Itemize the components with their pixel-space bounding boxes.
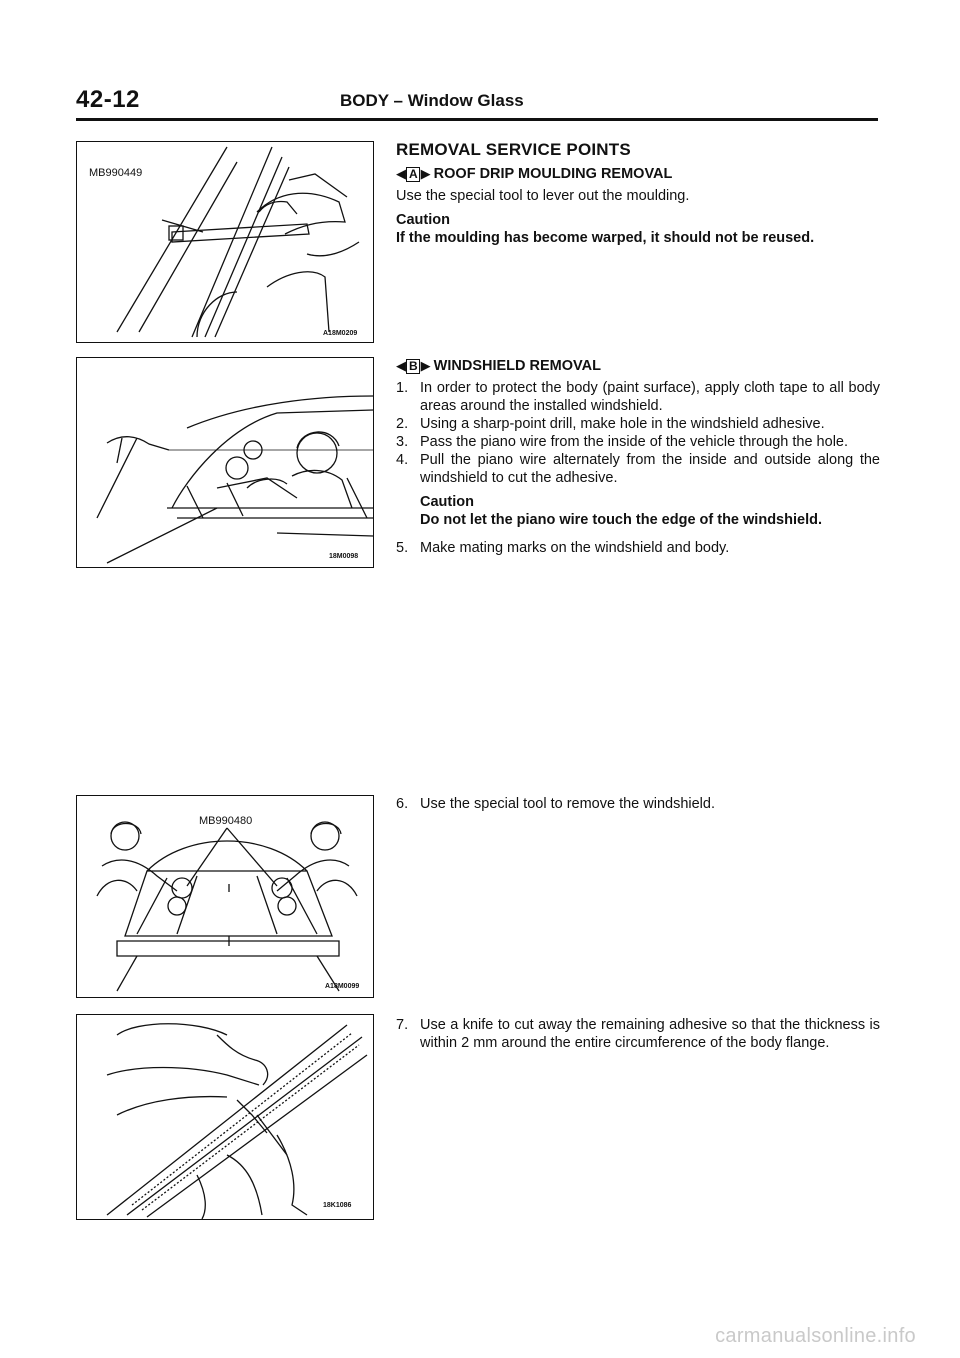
step-7-block: [396, 1016, 880, 1052]
section-b-title: ◀ B ▶ WINDSHIELD REMOVAL: [396, 358, 601, 374]
figure-code: A18M0099: [325, 983, 360, 990]
section-a-body: Use the special tool to lever out the moulding.: [396, 188, 690, 204]
caution-title: Caution: [396, 212, 450, 228]
step-item: 4. Pull the piano wire alternately from the inside and outside along the windshield to cut the adhesive.: [396, 452, 880, 486]
figure-code: 18M0098: [329, 553, 359, 560]
caution-body: Do not let the piano wire touch the edge of the windshield.: [420, 512, 822, 528]
windshield-wire-illustration: [77, 358, 373, 567]
header-rule: [76, 118, 878, 121]
caution-block: [396, 493, 880, 529]
roof-drip-illustration: [77, 142, 373, 342]
section-a-title: ◀ A ▶ ROOF DRIP MOULDING REMOVAL: [396, 166, 673, 182]
section-title: BODY – Window Glass: [340, 91, 524, 110]
step-item: 5. Make mating marks on the windshield and body.: [396, 540, 730, 556]
watermark: carmanualsonline.info: [715, 1325, 916, 1347]
step-item: 6. Use the special tool to remove the windshield.: [396, 796, 715, 812]
figure-windshield-removal: [76, 795, 374, 998]
windshield-steps: [396, 379, 880, 487]
caution-title: Caution: [420, 494, 474, 510]
tool-label: MB990449: [89, 167, 143, 179]
windshield-step-5: [396, 539, 880, 557]
removal-heading: REMOVAL SERVICE POINTS: [396, 140, 631, 159]
tool-label: MB990480: [199, 815, 253, 827]
figure-roof-drip-moulding: [76, 141, 374, 343]
service-point-a-icon: ◀ A ▶: [396, 166, 430, 181]
step-item: 2. Using a sharp-point drill, make hole in the windshield adhesive.: [396, 416, 825, 432]
figure-code: 18K1086: [323, 1202, 352, 1209]
removal-section-a: [396, 141, 880, 247]
service-point-b-icon: ◀ B ▶: [396, 358, 430, 373]
figure-code: A18M0209: [323, 330, 358, 337]
removal-section-b: [396, 357, 880, 557]
figure-adhesive-knife: [76, 1014, 374, 1220]
step-item: 7. Use a knife to cut away the remaining adhesive so that the thickness is within 2 mm around the entire circumference of the body flange.: [396, 1017, 880, 1051]
windshield-removal-illustration: [77, 796, 373, 997]
step-item: 1. In order to protect the body (paint surface), apply cloth tape to all body areas around the installed windshield.: [396, 380, 880, 414]
figure-windshield-wire: [76, 357, 374, 568]
caution-body: If the moulding has become warped, it should not be reused.: [396, 230, 815, 246]
adhesive-knife-illustration: [77, 1015, 373, 1219]
page-number: 42-12: [76, 86, 140, 113]
step-item: 3. Pass the piano wire from the inside of the vehicle through the hole.: [396, 434, 849, 450]
step-6-block: [396, 795, 880, 813]
